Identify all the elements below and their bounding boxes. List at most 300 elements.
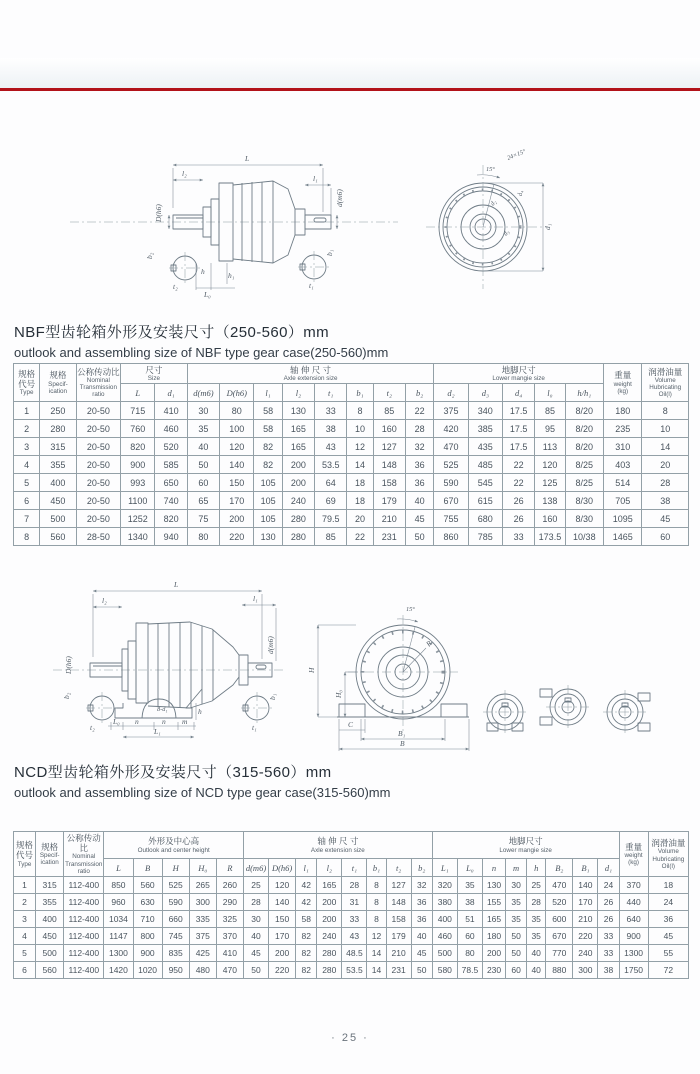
col-header-specification <box>36 832 64 877</box>
table-cell: 85 <box>315 528 347 546</box>
table-cell: 180 <box>604 402 642 420</box>
table-cell: 140 <box>573 877 598 894</box>
column-subheader: L <box>121 384 155 402</box>
table-cell: 45 <box>642 510 689 528</box>
table-cell: 179 <box>373 492 405 510</box>
table-cell: 80 <box>220 402 254 420</box>
table-cell: 60 <box>457 928 482 945</box>
header-label-en: Volume Hubricating Oil(l) <box>649 376 682 399</box>
table-cell: 24 <box>598 877 619 894</box>
ncd-front-view <box>307 606 469 751</box>
table-cell: 36 <box>648 911 688 928</box>
dim-label-l2: l₂ <box>102 596 107 605</box>
table-cell: 36 <box>405 456 433 474</box>
table-cell: 4 <box>14 928 36 945</box>
table-cell: 835 <box>162 945 189 962</box>
table-cell: 17.5 <box>502 402 534 420</box>
table-cell: 30 <box>243 911 268 928</box>
table-cell: 36 <box>405 474 433 492</box>
column-subheader: l₀ <box>535 384 565 402</box>
table-cell: 26 <box>598 911 619 928</box>
table-cell: 420 <box>434 420 468 438</box>
column-subheader: b₁ <box>347 384 373 402</box>
header-label-en: Specif-ication <box>39 851 60 867</box>
table-cell: 60 <box>187 474 219 492</box>
column-subheader: b₂ <box>405 384 433 402</box>
table-cell: 200 <box>482 945 505 962</box>
table-cell: 370 <box>216 928 243 945</box>
table-row <box>14 492 689 510</box>
table-cell: 112-400 <box>64 894 104 911</box>
table-cell: 560 <box>40 528 76 546</box>
table-cell: 375 <box>189 928 216 945</box>
header-label-cn: 尺寸 <box>145 365 163 375</box>
table-cell: 25 <box>243 877 268 894</box>
table-cell: 22 <box>405 402 433 420</box>
dim-label-d2: d₂ <box>489 198 498 208</box>
table-cell: 85 <box>373 402 405 420</box>
table-cell: 8/25 <box>565 456 603 474</box>
table-cell: 48.5 <box>342 945 367 962</box>
ncd-table-wrapper <box>13 831 689 979</box>
table-row <box>14 474 689 492</box>
column-subheader: B <box>133 859 162 877</box>
table-cell: 355 <box>40 456 76 474</box>
table-cell: 380 <box>432 894 457 911</box>
header-label-en: Type <box>19 389 34 397</box>
table-cell: 1 <box>14 402 40 420</box>
table-cell: 38 <box>642 492 689 510</box>
table-cell: 8/30 <box>565 510 603 528</box>
table-cell: 230 <box>482 962 505 979</box>
column-subheader: H <box>162 859 189 877</box>
table-cell: 14 <box>347 456 373 474</box>
ncd-mounting-variant-2 <box>540 685 590 729</box>
table-cell: 3 <box>14 911 36 928</box>
column-subheader: B₁ <box>573 859 598 877</box>
header-label-cn: 润滑油量 <box>648 366 683 377</box>
table-cell: 38 <box>315 420 347 438</box>
table-cell: 660 <box>162 911 189 928</box>
table-row <box>14 894 689 911</box>
table-cell: 26 <box>598 894 619 911</box>
table-cell: 35 <box>527 911 546 928</box>
table-cell: 20-50 <box>76 456 120 474</box>
table-cell: 860 <box>434 528 468 546</box>
table-cell: 8 <box>14 528 40 546</box>
table-cell: 31 <box>342 894 367 911</box>
nbf-spec-table <box>13 363 689 546</box>
table-row <box>14 928 689 945</box>
dim-label-l1: l₁ <box>313 174 318 183</box>
table-cell: 7 <box>14 510 40 528</box>
table-cell: 35 <box>527 928 546 945</box>
nbf-table-wrapper <box>13 363 689 546</box>
table-cell: 220 <box>220 528 254 546</box>
table-cell: 38 <box>457 894 482 911</box>
table-cell: 200 <box>317 894 342 911</box>
column-subheader: l₂ <box>317 859 342 877</box>
table-cell: 460 <box>432 928 457 945</box>
table-cell: 1252 <box>121 510 155 528</box>
dim-label-L: L <box>245 154 250 163</box>
table-cell: 470 <box>546 877 573 894</box>
table-cell: 26 <box>502 510 534 528</box>
table-cell: 82 <box>254 456 282 474</box>
table-cell: 900 <box>133 945 162 962</box>
table-cell: 18 <box>347 492 373 510</box>
table-cell: 127 <box>373 438 405 456</box>
table-row <box>14 438 689 456</box>
table-cell: 8 <box>642 402 689 420</box>
table-cell: 8/25 <box>565 474 603 492</box>
table-cell: 280 <box>282 510 314 528</box>
header-label-en: Lower mangie size <box>492 375 545 383</box>
table-cell: 20-50 <box>76 510 120 528</box>
header-label-en: weight <box>624 851 643 859</box>
table-cell: 315 <box>40 438 76 456</box>
table-cell: 33 <box>598 945 619 962</box>
column-subheader: L₁ <box>432 859 457 877</box>
table-cell: 26 <box>502 492 534 510</box>
table-row <box>14 962 689 979</box>
table-cell: 50 <box>411 962 432 979</box>
table-cell: 400 <box>40 474 76 492</box>
table-cell: 590 <box>162 894 189 911</box>
table-cell: 640 <box>619 911 648 928</box>
table-cell: 170 <box>269 928 296 945</box>
table-cell: 17.5 <box>502 420 534 438</box>
table-cell: 158 <box>386 911 411 928</box>
table-cell: 79.5 <box>315 510 347 528</box>
ncd-technical-drawing <box>28 553 688 768</box>
table-cell: 900 <box>121 456 155 474</box>
header-label-cn: 规格代号 <box>18 368 36 390</box>
column-subheader: n <box>482 859 505 877</box>
table-cell: 585 <box>155 456 187 474</box>
table-cell: 250 <box>40 402 76 420</box>
table-cell: 50 <box>506 928 527 945</box>
column-subheader: b₂ <box>411 859 432 877</box>
table-cell: 375 <box>434 402 468 420</box>
table-cell: 1100 <box>121 492 155 510</box>
table-cell: 20-50 <box>76 492 120 510</box>
table-cell: 755 <box>434 510 468 528</box>
table-cell: 30 <box>187 402 219 420</box>
table-cell: 22 <box>502 474 534 492</box>
table-cell: 480 <box>189 962 216 979</box>
table-cell: 45 <box>411 945 432 962</box>
table-cell: 14 <box>367 962 386 979</box>
table-cell: 14 <box>642 438 689 456</box>
nbf-title-english: outlook and assembling size of NBF type gear case(250-560)mm <box>14 345 389 360</box>
header-label-en: Lower mangie size <box>499 846 552 854</box>
table-cell: 45 <box>648 928 688 945</box>
table-cell: 82 <box>296 945 317 962</box>
table-cell: 6 <box>14 962 36 979</box>
table-cell: 290 <box>216 894 243 911</box>
table-cell: 770 <box>546 945 573 962</box>
table-cell: 600 <box>546 911 573 928</box>
table-cell: 355 <box>36 894 64 911</box>
table-cell: 500 <box>40 510 76 528</box>
table-cell: 1 <box>14 877 36 894</box>
table-cell: 113 <box>535 438 565 456</box>
header-red-rule <box>0 88 700 91</box>
dim-label-B: B <box>400 739 405 748</box>
table-cell: 500 <box>36 945 64 962</box>
table-cell: 50 <box>243 962 268 979</box>
table-cell: 150 <box>220 474 254 492</box>
table-cell: 520 <box>155 438 187 456</box>
table-cell: 335 <box>189 911 216 928</box>
group-header-outlook <box>104 832 244 859</box>
table-cell: 179 <box>386 928 411 945</box>
header-label-unit: (kg) <box>617 387 629 395</box>
table-cell: 514 <box>604 474 642 492</box>
table-cell: 105 <box>254 510 282 528</box>
table-cell: 300 <box>189 894 216 911</box>
table-cell: 40 <box>411 928 432 945</box>
table-cell: 403 <box>604 456 642 474</box>
col-header-weight <box>604 364 642 402</box>
column-subheader: b₁ <box>367 859 386 877</box>
column-subheader: m <box>506 859 527 877</box>
table-row <box>14 402 689 420</box>
table-cell: 410 <box>155 402 187 420</box>
dim-label-t2: t₂ <box>173 282 178 291</box>
table-cell: 40 <box>405 492 433 510</box>
table-cell: 220 <box>573 928 598 945</box>
table-cell: 33 <box>502 528 534 546</box>
group-header-foot <box>432 832 619 859</box>
dim-label-t1: t₁ <box>252 723 257 732</box>
ncd-mounting-variant-3 <box>603 690 650 734</box>
table-cell: 24 <box>648 894 688 911</box>
column-subheader: d₁ <box>598 859 619 877</box>
dim-label-d3: d₃ <box>502 228 511 238</box>
header-label-en: Nominal Transmission ratio <box>79 376 117 399</box>
table-cell: 4 <box>14 456 40 474</box>
group-header-axle <box>187 364 434 384</box>
table-cell: 36 <box>411 894 432 911</box>
header-label-cn: 公称传动比 <box>77 366 120 377</box>
header-label-cn: 规格 <box>41 841 59 852</box>
table-cell: 43 <box>342 928 367 945</box>
table-cell: 1300 <box>619 945 648 962</box>
table-cell: 165 <box>282 438 314 456</box>
table-cell: 450 <box>40 492 76 510</box>
table-cell: 820 <box>121 438 155 456</box>
table-cell: 60 <box>506 962 527 979</box>
table-cell: 42 <box>296 894 317 911</box>
angle-label-15: 15° <box>406 606 415 613</box>
angle-label-24x15: 24×15° <box>506 148 527 162</box>
table-cell: 320 <box>432 877 457 894</box>
table-cell: 28 <box>527 894 546 911</box>
header-label-en: Outlook and center height <box>137 846 210 854</box>
dim-label-t1: t₁ <box>309 281 314 290</box>
table-cell: 165 <box>482 911 505 928</box>
table-cell: 33 <box>315 402 347 420</box>
table-cell: 130 <box>254 528 282 546</box>
header-label-unit: (kg) <box>628 859 640 867</box>
table-cell: 170 <box>573 894 598 911</box>
table-cell: 30 <box>506 877 527 894</box>
header-label-en: weight <box>613 380 632 388</box>
dim-label-d1: d₁ <box>543 223 552 230</box>
table-cell: 525 <box>434 456 468 474</box>
table-cell: 520 <box>546 894 573 911</box>
table-cell: 280 <box>317 945 342 962</box>
dim-label-H0: H₀ <box>334 689 343 698</box>
table-cell: 2 <box>14 420 40 438</box>
table-cell: 58 <box>254 420 282 438</box>
table-cell: 820 <box>155 510 187 528</box>
table-cell: 51 <box>457 911 482 928</box>
table-cell: 10 <box>642 420 689 438</box>
dim-label-L0: L₀ <box>113 717 120 726</box>
column-subheader: B₂ <box>546 859 573 877</box>
header-label-cn: 规格 <box>49 370 67 381</box>
header-label-cn: 润滑油量 <box>651 838 686 849</box>
header-label-cn: 规格代号 <box>16 840 34 861</box>
column-subheader: D(h6) <box>269 859 296 877</box>
table-cell: 112-400 <box>64 928 104 945</box>
table-cell: 370 <box>619 877 648 894</box>
column-subheader: d₄ <box>502 384 534 402</box>
table-cell: 8 <box>367 894 386 911</box>
table-cell: 150 <box>269 911 296 928</box>
table-cell: 55 <box>648 945 688 962</box>
table-cell: 12 <box>367 928 386 945</box>
dim-label-C: C <box>348 720 354 729</box>
table-cell: 993 <box>121 474 155 492</box>
dim-label-n2: n <box>162 717 166 726</box>
header-label-cn: 公称传动比 <box>66 833 101 854</box>
table-cell: 130 <box>282 402 314 420</box>
column-subheader: D(h6) <box>220 384 254 402</box>
table-cell: 22 <box>502 456 534 474</box>
table-cell: 785 <box>468 528 502 546</box>
table-cell: 10 <box>347 420 373 438</box>
table-cell: 1420 <box>104 962 133 979</box>
table-cell: 35 <box>506 894 527 911</box>
column-subheader: d₁ <box>155 384 187 402</box>
table-cell: 280 <box>40 420 76 438</box>
dim-label-b1: b₁ <box>268 693 277 700</box>
dim-label-L: L <box>174 580 179 589</box>
column-subheader: L <box>104 859 133 877</box>
column-subheader: l₁ <box>296 859 317 877</box>
table-cell: 8 <box>367 911 386 928</box>
column-subheader: h <box>527 859 546 877</box>
table-cell: 18 <box>648 877 688 894</box>
dim-label-h: h <box>201 267 205 276</box>
table-cell: 470 <box>434 438 468 456</box>
page-number: · 25 · <box>331 1032 369 1044</box>
table-cell: 120 <box>269 877 296 894</box>
dim-label-b2: b₂ <box>145 252 154 259</box>
table-cell: 28-50 <box>76 528 120 546</box>
header-label-cn: 地脚尺寸 <box>508 836 543 847</box>
table-cell: 95 <box>535 420 565 438</box>
table-header-row <box>14 364 689 384</box>
header-label-cn: 重量 <box>625 841 643 852</box>
col-header-oil <box>648 832 688 877</box>
table-cell: 1465 <box>604 528 642 546</box>
table-cell: 960 <box>104 894 133 911</box>
table-cell: 155 <box>482 894 505 911</box>
nbf-side-view <box>70 154 398 299</box>
table-cell: 460 <box>155 420 187 438</box>
table-row <box>14 945 689 962</box>
table-cell: 160 <box>535 510 565 528</box>
table-cell: 53.5 <box>315 456 347 474</box>
table-cell: 20-50 <box>76 402 120 420</box>
table-cell: 580 <box>432 962 457 979</box>
table-cell: 500 <box>432 945 457 962</box>
header-label-cn: 地脚尺寸 <box>501 365 536 375</box>
table-cell: 265 <box>189 877 216 894</box>
col-header-specification <box>40 364 76 402</box>
table-cell: 240 <box>573 945 598 962</box>
column-subheader: d₂ <box>434 384 468 402</box>
ncd-title-chinese: NCD型齿轮箱外形及安装尺寸（315-560）mm <box>14 764 332 781</box>
dim-label-L0: L₀ <box>204 290 211 299</box>
table-cell: 8/20 <box>565 438 603 456</box>
table-cell: 28 <box>642 474 689 492</box>
header-label-en: Specif-ication <box>48 380 68 395</box>
table-cell: 28 <box>342 877 367 894</box>
table-cell: 125 <box>535 474 565 492</box>
table-cell: 740 <box>155 492 187 510</box>
dim-label-B1: B₁ <box>398 729 406 738</box>
table-cell: 20 <box>642 456 689 474</box>
table-cell: 1034 <box>104 911 133 928</box>
dim-label-dm6: d(m6) <box>266 636 275 654</box>
table-cell: 210 <box>386 945 411 962</box>
ncd-title-english: outlook and assembling size of NCD type gear case(315-560)mm <box>14 785 391 800</box>
header-label-cn: 外形及中心高 <box>148 836 200 847</box>
table-cell: 50 <box>405 528 433 546</box>
table-cell: 440 <box>619 894 648 911</box>
dim-label-b2: b₂ <box>62 692 71 699</box>
table-cell: 32 <box>405 438 433 456</box>
table-cell: 35 <box>457 877 482 894</box>
table-cell: 82 <box>296 962 317 979</box>
table-cell: 148 <box>373 456 405 474</box>
table-cell: 20-50 <box>76 420 120 438</box>
table-cell: 75 <box>187 510 219 528</box>
table-cell: 800 <box>133 928 162 945</box>
table-cell: 200 <box>282 456 314 474</box>
table-cell: 8/20 <box>565 402 603 420</box>
column-subheader: t₂ <box>386 859 411 877</box>
table-cell: 200 <box>317 911 342 928</box>
table-cell: 280 <box>317 962 342 979</box>
table-row <box>14 510 689 528</box>
table-cell: 900 <box>619 928 648 945</box>
nbf-title-chinese: NBF型齿轮箱外形及安装尺寸（250-560）mm <box>14 324 330 341</box>
table-header-row <box>14 832 689 859</box>
table-cell: 231 <box>373 528 405 546</box>
header-label-cn: 重量 <box>614 370 632 381</box>
table-cell: 340 <box>468 402 502 420</box>
table-cell: 8/30 <box>565 492 603 510</box>
table-cell: 120 <box>220 438 254 456</box>
table-cell: 35 <box>187 420 219 438</box>
